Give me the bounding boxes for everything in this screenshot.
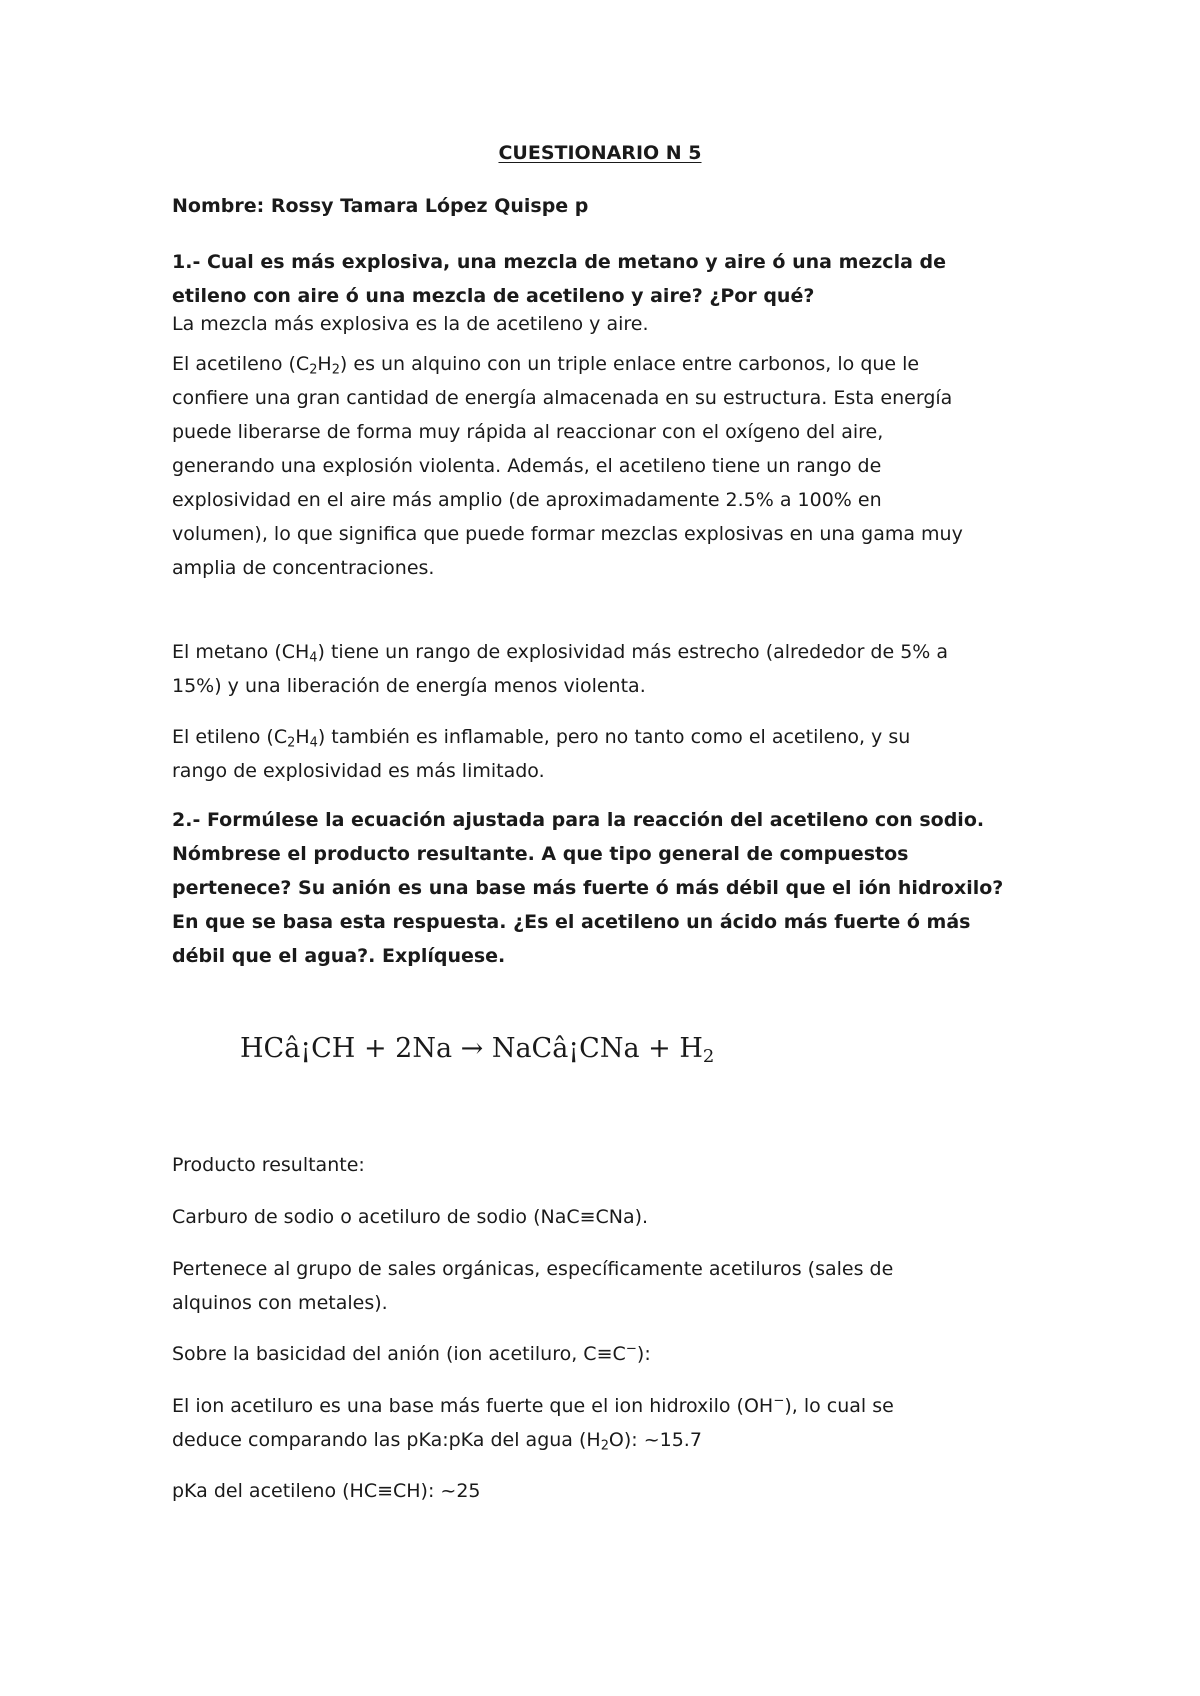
- answer-2-paragraph: [172, 1389, 1052, 1457]
- question-2-line: 2.- Formúlese la ecuación ajustada para la reacción del acetileno con sodio.: [172, 809, 985, 831]
- question-1-line: 1.- Cual es más explosiva, una mezcla de metano y aire ó una mezcla de: [172, 251, 947, 273]
- text-line: alquinos con metales).: [172, 1292, 388, 1314]
- text-run: O): ~15.7: [608, 1429, 702, 1451]
- equation-text: HCâ¡CH + 2Na → NaCâ¡CNa + H: [240, 1033, 703, 1064]
- text-run: Sobre la basicidad del anión (ion acetiluro, C≡C: [172, 1343, 626, 1365]
- answer-1-paragraph: [172, 635, 1052, 703]
- text-run: deduce comparando las pKa:pKa del agua (H: [172, 1429, 601, 1451]
- text-run: ), lo cual se: [784, 1395, 894, 1417]
- text-line: amplia de concentraciones.: [172, 557, 435, 579]
- subscript: 2: [287, 735, 296, 751]
- subscript: 4: [309, 735, 318, 751]
- text-line: puede liberarse de forma muy rápida al reaccionar con el oxígeno del aire,: [172, 421, 884, 443]
- text-line: confiere una gran cantidad de energía almacenada en su estructura. Esta energía: [172, 387, 953, 409]
- text-run: H: [295, 726, 310, 748]
- text-line: Pertenece al grupo de sales orgánicas, específicamente acetiluros (sales de: [172, 1258, 894, 1280]
- text-line: rango de explosividad es más limitado.: [172, 760, 545, 782]
- text-line: volumen), lo que significa que puede formar mezclas explosivas en una gama muy: [172, 523, 963, 545]
- text-line: explosividad en el aire más amplio (de aproximadamente 2.5% a 100% en: [172, 489, 882, 511]
- answer-1-paragraph: La mezcla más explosiva es la de acetileno y aire.: [172, 313, 649, 335]
- subscript: 4: [309, 650, 318, 666]
- question-2-line: Nómbrese el producto resultante. A que tipo general de compuestos: [172, 843, 909, 865]
- student-name: Nombre: Rossy Tamara López Quispe p: [172, 195, 589, 217]
- text-run: El etileno (C: [172, 726, 288, 748]
- answer-2-paragraph: pKa del acetileno (HC≡CH): ~25: [172, 1480, 481, 1502]
- question-1: [172, 245, 1052, 313]
- superscript: −: [625, 1341, 637, 1357]
- question-2-line: débil que el agua?. Explíquese.: [172, 945, 506, 967]
- text-run: El ion acetiluro es una base más fuerte que el ion hidroxilo (OH: [172, 1395, 774, 1417]
- text-run: ):: [636, 1343, 651, 1365]
- answer-2-paragraph: [172, 1337, 1052, 1371]
- question-1-line: etileno con aire ó una mezcla de acetileno y aire? ¿Por qué?: [172, 285, 815, 307]
- answer-2-paragraph: [172, 1252, 1052, 1320]
- text-run: H: [317, 353, 332, 375]
- text-run: ) también es inflamable, pero no tanto como el acetileno, y su: [317, 726, 911, 748]
- answer-2-paragraph: Producto resultante:: [172, 1154, 365, 1176]
- question-2: [172, 803, 1052, 973]
- answer-1-paragraph: [172, 347, 1052, 585]
- text-run: El metano (CH: [172, 641, 310, 663]
- subscript: 2: [309, 362, 318, 378]
- question-2-line: pertenece? Su anión es una base más fuerte ó más débil que el ión hidroxilo?: [172, 877, 1004, 899]
- text-run: ) tiene un rango de explosividad más estrecho (alrededor de 5% a: [317, 641, 949, 663]
- subscript: 2: [600, 1438, 609, 1454]
- question-2-line: En que se basa esta respuesta. ¿Es el acetileno un ácido más fuerte ó más: [172, 911, 971, 933]
- text-line: generando una explosión violenta. Además, el acetileno tiene un rango de: [172, 455, 882, 477]
- document-title: CUESTIONARIO N 5: [498, 142, 702, 164]
- superscript: −: [773, 1393, 785, 1409]
- text-run: ) es un alquino con un triple enlace entre carbonos, lo que le: [339, 353, 920, 375]
- answer-1-paragraph: [172, 720, 1052, 788]
- chemical-equation: [240, 1033, 715, 1068]
- answer-2-paragraph: Carburo de sodio o acetiluro de sodio (NaC≡CNa).: [172, 1206, 649, 1228]
- text-line: 15%) y una liberación de energía menos violenta.: [172, 675, 646, 697]
- subscript: 2: [331, 362, 340, 378]
- subscript: 2: [702, 1046, 715, 1068]
- text-run: El acetileno (C: [172, 353, 310, 375]
